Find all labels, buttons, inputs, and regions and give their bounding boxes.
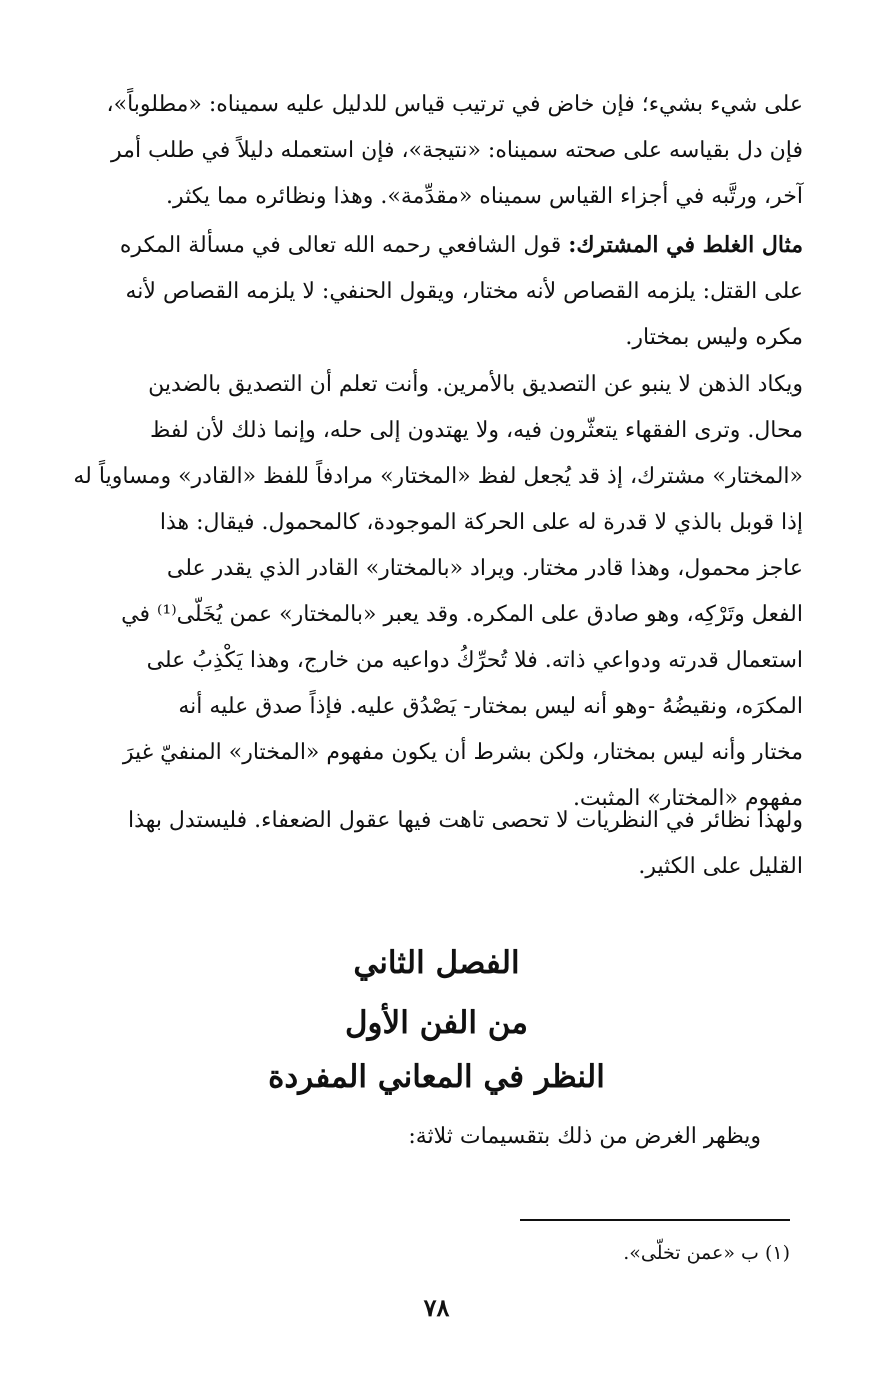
text-line: على شيء بشيء؛ فإن خاض في ترتيب قياس للدليل عليه سميناه: «مطلوباً»، <box>106 92 803 117</box>
text-line: مفهوم «المختار» المثبت. <box>572 786 803 811</box>
intro-line: ويظهر الغرض من ذلك بتقسيمات ثلاثة: <box>408 1124 761 1149</box>
paragraph-lead: مثال الغلط في المشترك: <box>568 232 803 258</box>
chapter-heading: الفصل الثاني <box>353 945 520 981</box>
footnote-divider <box>520 1219 790 1221</box>
paragraph-4 <box>50 798 803 890</box>
text-line: الفعل وتَرْكِه، وهو صادق على المكره. وقد يعبر «بالمختار» عمن يُخَلّى⁽¹⁾ في <box>121 602 803 627</box>
text-line: المكرَه، ونقيضُهُ -وهو أنه ليس بمختار- يَصْدُق عليه. فإذاً صدق عليه أنه <box>178 694 803 719</box>
paragraph-3 <box>50 362 803 822</box>
text-run: قول الشافعي رحمه الله تعالى في مسألة المكره <box>119 233 569 258</box>
paragraph-1 <box>50 82 803 220</box>
footnote: (١) ب «عمن تخلّى». <box>623 1242 790 1264</box>
text-line: القليل على الكثير. <box>638 854 803 879</box>
text-line: عاجز محمول، وهذا قادر مختار. ويراد «بالمختار» القادر الذي يقدر على <box>166 556 803 581</box>
text-line-with-lead <box>50 222 803 269</box>
text-line: مكره وليس بمختار. <box>625 325 803 350</box>
text-line: فإن دل بقياسه على صحته سميناه: «نتيجة»، فإن استعمله دليلاً في طلب أمر <box>111 138 803 163</box>
page-number: ٧٨ <box>423 1293 450 1322</box>
text-line: «المختار» مشترك، إذ قد يُجعل لفظ «المختار» مرادفاً للفظ «القادر» ومساوياً له <box>73 464 803 489</box>
text-line: ويكاد الذهن لا ينبو عن التصديق بالأمرين. وأنت تعلم أن التصديق بالضدين <box>148 372 803 397</box>
text-line: استعمال قدرته ودواعي ذاته. فلا تُحرِّكُ دواعيه من خارج، وهذا يَكْذِبُ على <box>146 648 803 673</box>
text-line: آخر، ورتَّبه في أجزاء القياس سميناه «مقدِّمة». وهذا ونظائره مما يكثر. <box>165 184 803 209</box>
section-heading: من الفن الأول <box>345 1005 528 1041</box>
text-line: إذا قوبل بالذي لا قدرة له على الحركة الموجودة، كالمحمول. فيقال: هذا <box>159 510 803 535</box>
subject-heading: النظر في المعاني المفردة <box>268 1059 605 1095</box>
paragraph-2 <box>50 222 803 361</box>
text-line: محال. وترى الفقهاء يتعثّرون فيه، ولا يهتدون إلى حله، وإنما ذلك لأن لفظ <box>149 418 803 443</box>
text-line: على القتل: يلزمه القصاص لأنه مختار، ويقول الحنفي: لا يلزمه القصاص لأنه <box>125 279 803 304</box>
text-line: ولهذا نظائر في النظريات لا تحصى تاهت فيها عقول الضعفاء. فليستدل بهذا <box>128 808 803 833</box>
text-line: مختار وأنه ليس بمختار، ولكن بشرط أن يكون مفهوم «المختار» المنفيّ غيرَ <box>122 740 803 765</box>
